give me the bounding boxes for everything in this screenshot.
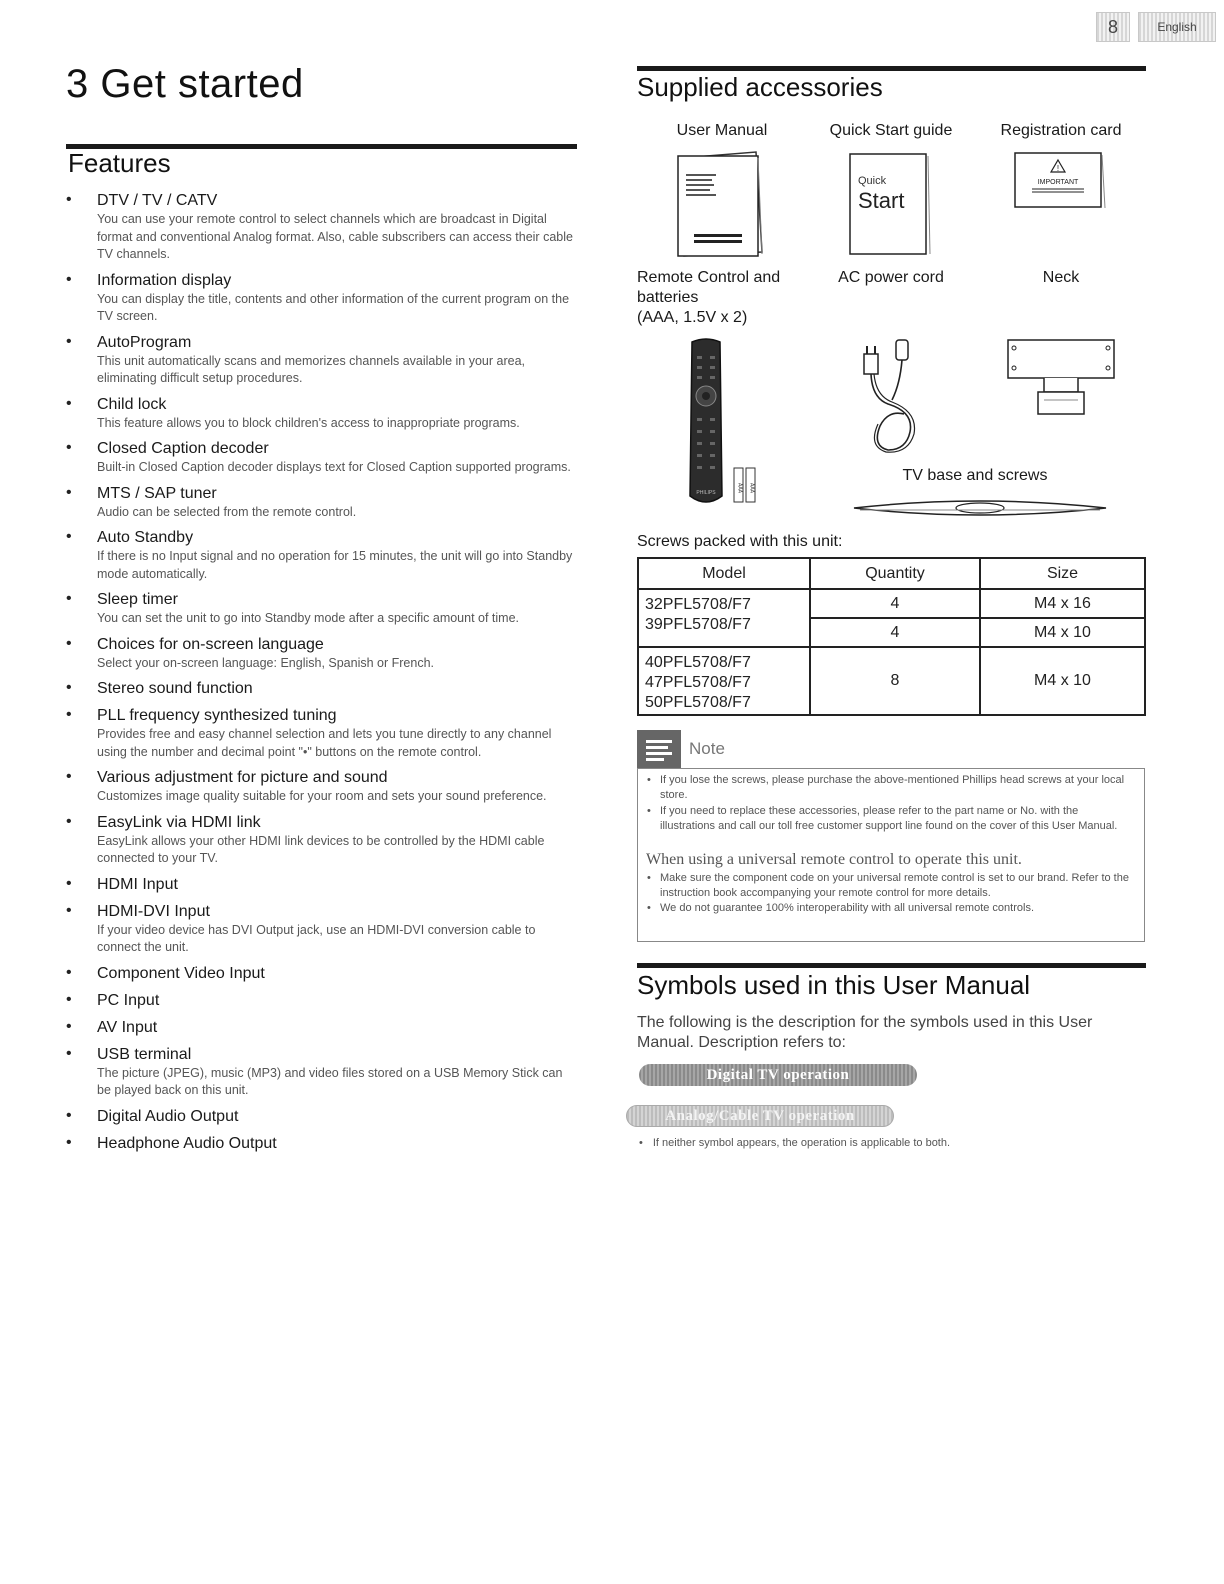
ac-cord-label: AC power cord: [838, 269, 944, 286]
feature-title: • Choices for on-screen language: [97, 635, 324, 653]
table-cell-quantity: 8: [810, 647, 980, 715]
feature-title: • PC Input: [97, 991, 160, 1009]
feature-title: • HDMI-DVI Input: [97, 902, 210, 920]
feature-title: • Sleep timer: [97, 591, 178, 608]
table-row: [638, 589, 1145, 618]
registration-card-illustration: [1012, 150, 1108, 212]
model-name: 40PFL5708/F7: [645, 654, 751, 671]
user-manual-label: User Manual: [676, 122, 768, 139]
remote-label-line3: (AAA, 1.5V x 2): [637, 309, 748, 326]
registration-card-label: Registration card: [1000, 122, 1122, 139]
user-manual-illustration: [676, 148, 766, 260]
feature-description: Provides free and easy channel selection and lets you tune directly to any channel using the number and decimal point "•" buttons on the remote control.: [97, 727, 552, 759]
neck-label: Neck: [1042, 269, 1080, 286]
remote-label: [637, 268, 827, 328]
feature-description: You can set the unit to go into Standby mode after a specific amount of time.: [97, 611, 520, 625]
feature-item: [66, 1106, 578, 1127]
quick-start-cover-small-text: Quick: [858, 175, 887, 187]
model-name: 32PFL5708/F7: [645, 596, 751, 613]
feature-title: • Headphone Audio Output: [97, 1134, 277, 1152]
symbols-note: • If neither symbol appears, the operation is applicable to both.: [639, 1137, 950, 1149]
feature-description: This feature allows you to block children's access to inappropriate programs.: [97, 415, 520, 430]
chapter-title: 3 Get started: [66, 62, 304, 106]
section-rule: [637, 963, 1146, 968]
feature-item: [66, 901, 578, 957]
quick-start-cover-big-text: Start: [858, 188, 905, 213]
table-row: [638, 647, 1145, 715]
table-header-row: [638, 558, 1145, 589]
feature-description: The picture (JPEG), music (MP3) and video files stored on a USB Memory Stick can be played back on this unit.: [97, 1065, 563, 1097]
table-cell-models: [638, 589, 810, 647]
analog-cable-tv-symbol: Analog/Cable TV operation: [626, 1105, 894, 1127]
neck-illustration: [1004, 336, 1120, 420]
quick-start-label: Quick Start guide: [829, 122, 953, 139]
feature-description: Select your on-screen language: English, Spanish or French.: [97, 655, 434, 670]
table-cell-size: M4 x 16: [980, 589, 1145, 618]
feature-title: • EasyLink via HDMI link: [97, 813, 261, 831]
feature-item: [66, 483, 578, 522]
svg-text:!: !: [1056, 164, 1060, 173]
tv-base-illustration: [850, 492, 1110, 524]
section-rule: [637, 66, 1146, 71]
feature-item: [66, 1044, 578, 1100]
battery-label: AAA: [748, 482, 755, 494]
symbols-heading: Symbols used in this User Manual: [637, 970, 1031, 1000]
feature-title: • Component Video Input: [97, 964, 265, 982]
screws-packed-label: Screws packed with this unit:: [637, 533, 843, 550]
feature-title: • AutoProgram: [97, 333, 192, 351]
note-header: [637, 730, 777, 768]
feature-item: [66, 190, 578, 264]
feature-item: [66, 332, 578, 388]
table-cell-quantity: 4: [810, 589, 980, 618]
feature-item: [66, 1017, 578, 1038]
feature-item: [66, 634, 578, 673]
feature-description: This unit automatically scans and memorizes channels available in your area, eliminating difficult setup procedures.: [97, 353, 525, 385]
feature-item: [66, 705, 578, 761]
digital-tv-symbol: Digital TV operation: [639, 1064, 917, 1086]
feature-item: [66, 589, 578, 628]
feature-title: • DTV / TV / CATV: [97, 192, 218, 209]
feature-description: You can use your remote control to select channels which are broadcast in Digital format and conventional Analog format. Also, cable subscribers can access their cable TV channels.: [97, 212, 573, 261]
table-cell-quantity: 4: [810, 618, 980, 647]
feature-description: Built-in Closed Caption decoder displays text for Closed Caption supported programs.: [97, 460, 571, 474]
feature-item: [66, 812, 578, 868]
feature-item: [66, 990, 578, 1011]
note-sub-list: [638, 869, 1144, 916]
model-name: 50PFL5708/F7: [645, 694, 751, 711]
feature-title: • USB terminal: [97, 1045, 192, 1063]
table-header-model: Model: [638, 558, 810, 589]
feature-item: [66, 963, 578, 984]
feature-item: [66, 270, 578, 326]
table-header-size: Size: [980, 558, 1145, 589]
feature-description: If there is no Input signal and no operation for 15 minutes, the unit will go into Standby mode automatically.: [97, 549, 573, 581]
remote-label-line2: batteries: [637, 289, 699, 306]
symbols-description: The following is the description for the symbols used in this User Manual. Description refers to:: [637, 1014, 1093, 1051]
note-item: • If you need to replace these accessories, please refer to the part name or No. with the illustrations and call our toll free customer support line found on the cover of this User Manual.: [660, 804, 1132, 834]
battery-label: AAA: [736, 482, 743, 494]
remote-brand-text: PHILIPS: [696, 490, 716, 496]
feature-item: [66, 438, 578, 477]
feature-description: Audio can be selected from the remote control.: [97, 504, 357, 519]
important-label: IMPORTANT: [1037, 179, 1079, 186]
table-header-quantity: Quantity: [810, 558, 980, 589]
feature-title: • MTS / SAP tuner: [97, 484, 217, 502]
feature-description: Customizes image quality suitable for your room and sets your sound preference.: [97, 789, 547, 803]
feature-title: • Closed Caption decoder: [97, 440, 269, 457]
feature-item: [66, 1133, 578, 1154]
note-list: [638, 769, 1144, 834]
model-name: 47PFL5708/F7: [645, 674, 751, 691]
note-item: • If you lose the screws, please purchase the above-mentioned Phillips head screws at your local store.: [660, 773, 1132, 803]
feature-title: • AV Input: [97, 1018, 158, 1036]
note-sub-item: • We do not guarantee 100% interoperability with all universal remote controls.: [660, 901, 1132, 916]
remote-label-line1: Remote Control and: [637, 269, 781, 286]
feature-title: • Auto Standby: [97, 529, 194, 546]
accessories-heading: Supplied accessories: [637, 72, 883, 102]
tv-base-label: TV base and screws: [902, 467, 1048, 484]
table-cell-size: M4 x 10: [980, 647, 1145, 715]
feature-item: [66, 394, 578, 433]
feature-title: • Stereo sound function: [97, 680, 253, 697]
table-cell-models: [638, 647, 810, 715]
feature-description: You can display the title, contents and other information of the current program on the TV screen.: [97, 291, 570, 323]
feature-item: [66, 767, 578, 806]
remote-control-illustration: [678, 336, 768, 512]
page-tab: [1096, 12, 1216, 42]
feature-list: [66, 190, 578, 1160]
page-number: 8: [1096, 12, 1130, 42]
note-subheading: When using a universal remote control to operate this unit.: [646, 851, 1022, 868]
note-sub-item: • Make sure the component code on your universal remote control is set to our brand. Refer to the instruction book accompanying your remote control for more details.: [660, 871, 1132, 901]
feature-item: [66, 678, 578, 699]
feature-title: • Digital Audio Output: [97, 1107, 239, 1125]
quick-start-illustration: [848, 150, 932, 258]
feature-description: EasyLink allows your other HDMI link devices to be controlled by the HDMI cable connected to your TV.: [97, 833, 545, 865]
screws-table: [637, 557, 1146, 716]
page-language: English: [1138, 12, 1216, 42]
feature-item: [66, 874, 578, 895]
feature-item: [66, 527, 578, 583]
feature-title: • PLL frequency synthesized tuning: [97, 707, 337, 724]
feature-title: • Child lock: [97, 395, 167, 413]
note-box: [637, 768, 1145, 942]
table-cell-size: M4 x 10: [980, 618, 1145, 647]
note-title: Note: [689, 739, 725, 758]
note-icon: [637, 730, 681, 768]
model-name: 39PFL5708/F7: [645, 616, 751, 633]
feature-title: • Information display: [97, 271, 232, 289]
features-heading: Features: [68, 148, 171, 178]
feature-title: • HDMI Input: [97, 875, 178, 893]
feature-title: • Various adjustment for picture and sound: [97, 769, 388, 786]
ac-cord-illustration: [858, 334, 938, 458]
feature-description: If your video device has DVI Output jack, use an HDMI-DVI conversion cable to connect the unit.: [97, 922, 536, 954]
